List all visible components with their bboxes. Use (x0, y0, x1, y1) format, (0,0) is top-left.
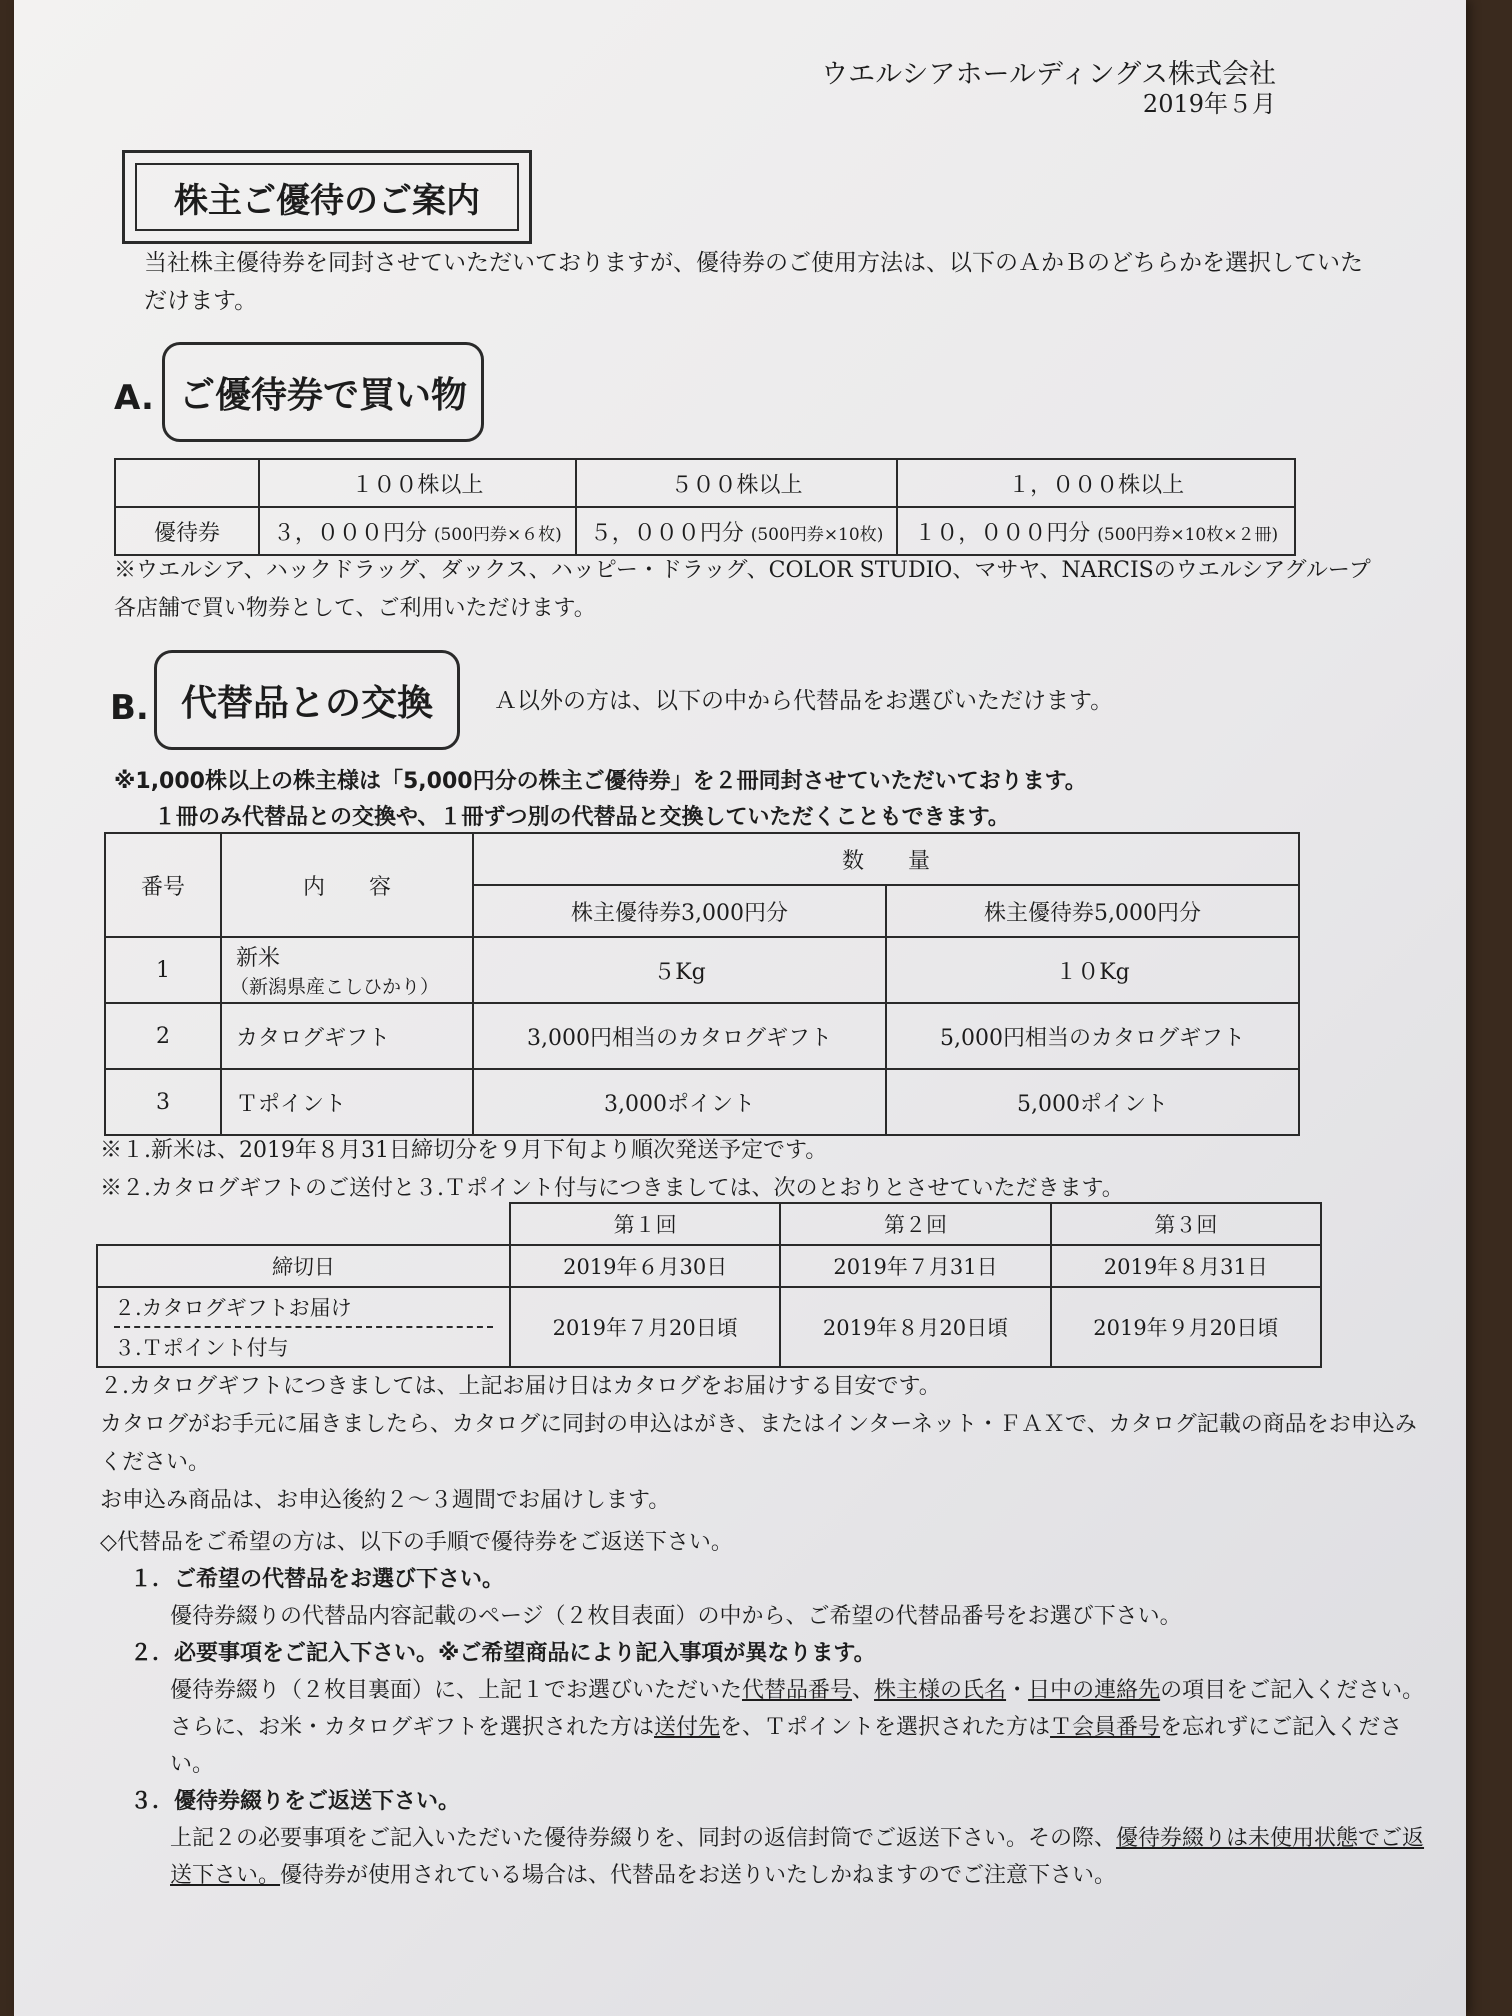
row-qty-3000: 3,000円相当のカタログギフト (473, 1003, 886, 1069)
para-line-2: カタログがお手元に届きましたら、カタログに同封の申込はがき、またはインターネット・ＦＡＸで、カタログ記載の商品をお申込みください。 (100, 1412, 1417, 1475)
column-header-content: 内 容 (221, 833, 473, 937)
step-3-text (100, 1820, 1430, 1894)
text-span: の項目をご記入ください。 (1160, 1678, 1425, 1703)
catalog-paragraph (100, 1368, 1420, 1520)
section-a-heading: ご優待券で買い物 (162, 342, 484, 442)
step-3-title: ３．優待券綴りをご返送下さい。 (130, 1789, 461, 1814)
underlined-text: 優待券綴りは未使用状態でご返送下さい。 (170, 1826, 1425, 1888)
row-content: Ｔポイント (221, 1069, 473, 1135)
column-header-5000: 株主優待券5,000円分 (886, 885, 1299, 937)
text-span: を忘れずにご記入ください。 (170, 1715, 1403, 1777)
row-no: 2 (105, 1003, 221, 1069)
underlined-text: Ｔ会員番号 (1050, 1715, 1161, 1740)
column-header-no: 番号 (105, 833, 221, 937)
section-b-letter: B. (110, 688, 149, 728)
section-a-letter: A. (114, 378, 154, 418)
underlined-text: 代替品番号 (742, 1678, 853, 1703)
deadline-cell: 2019年７月31日 (780, 1245, 1050, 1287)
column-header-3000: 株主優待券3,000円分 (473, 885, 886, 937)
document-page (14, 0, 1466, 2016)
underlined-text: 日中の連絡先 (1028, 1678, 1161, 1703)
note-2: ※２.カタログギフトのご送付と３.Ｔポイント付与につきましては、次のとおりとさせていただきます。 (100, 1176, 1124, 1201)
delivery-label-2: ３.Ｔポイント付与 (114, 1336, 289, 1360)
underlined-text: 送付先 (654, 1715, 721, 1740)
company-name: ウエルシアホールディングス株式会社 (821, 59, 1276, 90)
row-qty-5000: 5,000ポイント (886, 1069, 1299, 1135)
document-date: 2019年５月 (1142, 90, 1276, 118)
column-header: １００株以上 (259, 459, 576, 507)
round-header: 第１回 (510, 1203, 780, 1245)
text-span: 優待券が使用されている場合は、代替品をお送りいたしかねますのでご注意下さい。 (280, 1863, 1117, 1888)
table-notes (100, 1132, 1440, 1208)
table-cell (576, 507, 898, 555)
delivery-cell: 2019年８月20日頃 (780, 1287, 1050, 1367)
table-corner (115, 459, 259, 507)
row-qty-5000: 5,000円相当のカタログギフト (886, 1003, 1299, 1069)
row-content (221, 937, 473, 1003)
bold-note-line-1: ※1,000株以上の株主様は「5,000円分の株主ご優待券」を２冊同封させていただいております。 (114, 769, 1087, 794)
table-row (105, 1069, 1299, 1135)
text-span: を、Ｔポイントを選択された方は (720, 1715, 1051, 1740)
row-qty-5000: １０Kg (886, 937, 1299, 1003)
row-qty-3000: ５Kg (473, 937, 886, 1003)
schedule-table (96, 1202, 1322, 1368)
deadline-cell: 2019年８月31日 (1051, 1245, 1321, 1287)
procedure-section (100, 1524, 1430, 1894)
column-header: ５００株以上 (576, 459, 898, 507)
step-1-text: 優待券綴りの代替品内容記載のページ（２枚目表面）の中から、ご希望の代替品番号をお選び下さい。 (170, 1604, 1182, 1629)
delivery-label (97, 1287, 510, 1367)
section-b-heading: 代替品との交換 (154, 650, 460, 750)
bold-note-line-2: １冊のみ代替品との交換や、１冊ずつ別の代替品と交換していただくこともできます。 (154, 805, 1010, 830)
cell-value: ３，０００円分 (272, 520, 427, 546)
text-span: 、 (852, 1678, 875, 1703)
step-1-title: １．ご希望の代替品をお選び下さい。 (130, 1567, 505, 1592)
table-corner (97, 1203, 510, 1245)
column-header-quantity: 数 量 (473, 833, 1299, 885)
section-a-note: ※ウエルシア、ハックドラッグ、ダックス、ハッピー・ドラッグ、COLOR STUDIO、マサヤ、NARCISのウエルシアグループ各店舗で買い物券として、ご利用いただけます。 (114, 558, 1371, 621)
cell-note: (500円券×６枚) (433, 524, 562, 545)
bold-note (114, 764, 1414, 836)
cell-value: ５，０００円分 (589, 520, 744, 546)
table-cell (259, 507, 576, 555)
row-no: 3 (105, 1069, 221, 1135)
column-header: １，０００株以上 (897, 459, 1295, 507)
step-2-text (100, 1672, 1430, 1783)
delivery-label-1: ２.カタログギフトお届け (114, 1292, 493, 1328)
text-span: ・ (1006, 1678, 1029, 1703)
table-row (105, 937, 1299, 1003)
exchange-table (104, 832, 1300, 1136)
round-header: 第３回 (1051, 1203, 1321, 1245)
row-content-sub: （新潟県産こしひかり） (230, 976, 440, 998)
table-cell (897, 507, 1295, 555)
text-span: 上記２の必要事項をご記入いただいた優待券綴りを、同封の返信封筒でご返送下さい。その際、 (170, 1826, 1117, 1851)
table-row (105, 1003, 1299, 1069)
delivery-cell: 2019年７月20日頃 (510, 1287, 780, 1367)
intro-text: 当社株主優待券を同封させていただいておりますが、優待券のご使用方法は、以下のＡかＢのどちらかを選択していただけます。 (144, 250, 1363, 314)
cell-value: １０，０００円分 (914, 520, 1091, 546)
text-span: 優待券綴り（２枚目裏面）に、上記１でお選びいただいた (170, 1678, 743, 1703)
deadline-label: 締切日 (97, 1245, 510, 1287)
page-title: 株主ご優待のご案内 (135, 163, 519, 231)
title-box (122, 150, 532, 244)
cell-note: (500円券×10枚) (750, 524, 884, 545)
row-label: 優待券 (115, 507, 259, 555)
section-a-table (114, 458, 1296, 556)
para-line-1: ２.カタログギフトにつきましては、上記お届け日はカタログをお届けする目安です。 (100, 1374, 941, 1399)
section-b-subtitle: Ａ以外の方は、以下の中から代替品をお選びいただけます。 (494, 688, 1114, 714)
cell-note: (500円券×10枚×２冊) (1097, 524, 1279, 545)
step-2-title: ２．必要事項をご記入下さい。※ご希望商品により記入事項が異なります。 (130, 1641, 876, 1666)
row-content: カタログギフト (221, 1003, 473, 1069)
delivery-cell: 2019年９月20日頃 (1051, 1287, 1321, 1367)
note-1: ※１.新米は、2019年８月31日締切分を９月下旬より順次発送予定です。 (100, 1138, 828, 1163)
para-line-3: お申込み商品は、お申込後約２～３週間でお届けします。 (100, 1488, 671, 1513)
row-content-main: 新米 (236, 946, 281, 971)
round-header: 第２回 (780, 1203, 1050, 1245)
underlined-text: 株主様の氏名 (874, 1678, 1007, 1703)
row-no: 1 (105, 937, 221, 1003)
text-span: さらに、お米・カタログギフトを選択された方は (170, 1715, 655, 1740)
deadline-cell: 2019年６月30日 (510, 1245, 780, 1287)
row-qty-3000: 3,000ポイント (473, 1069, 886, 1135)
procedure-intro: ◇代替品をご希望の方は、以下の手順で優待券をご返送下さい。 (100, 1530, 733, 1555)
